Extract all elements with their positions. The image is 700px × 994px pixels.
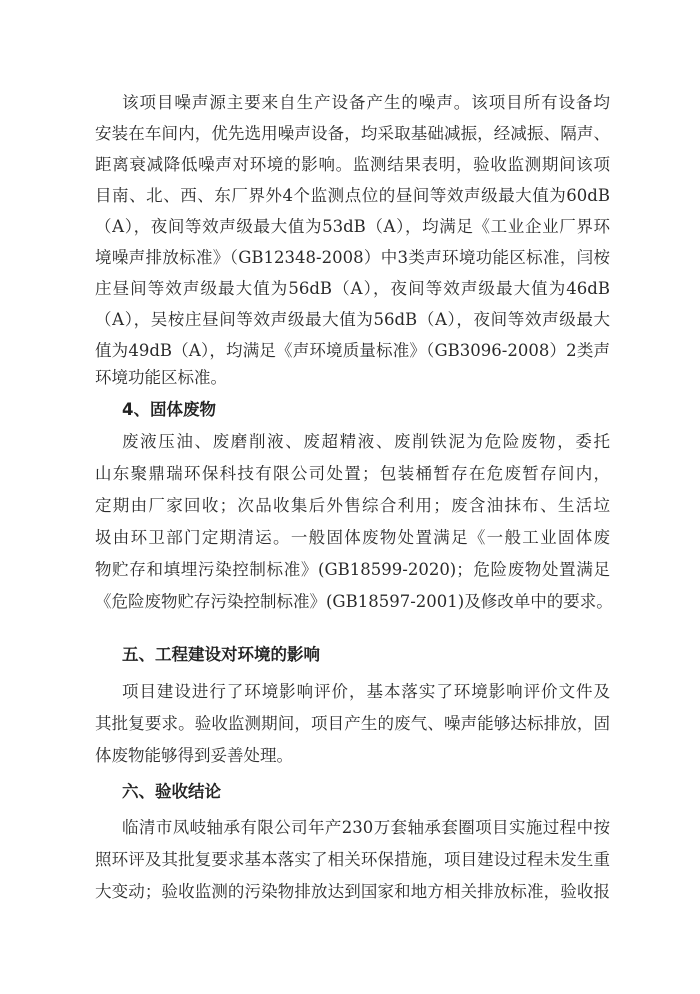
paragraph-line: 值为49dB（A），均满足《声环境质量标准》（GB3096-2008）2类声 [95, 341, 610, 360]
paragraph-line: 体废物能够得到妥善处理。 [95, 746, 293, 765]
paragraph-line: 其批复要求。验收监测期间，项目产生的废气、噪声能够达标排放，固 [95, 714, 610, 733]
paragraph-line: 物贮存和填埋污染控制标准》(GB18599-2020)；危险废物处置满足 [95, 560, 610, 579]
paragraph-line: 该项目噪声源主要来自生产设备产生的噪声。该项目所有设备均 [122, 93, 610, 112]
section-heading: 4、固体废物 [122, 400, 216, 419]
paragraph-line: 定期由厂家回收；次品收集后外售综合利用；废含油抹布、生活垃 [95, 496, 610, 515]
paragraph-line: 距离衰减降低噪声对环境的影响。监测结果表明，验收监测期间该项 [95, 155, 610, 174]
paragraph-line: 大变动；验收监测的污染物排放达到国家和地方相关排放标准，验收报 [95, 882, 610, 901]
paragraph-line: 境噪声排放标准》（GB12348-2008）中3类声环境功能区标准，闫桉 [95, 248, 610, 267]
paragraph-line: 临清市凤岐轴承有限公司年产230万套轴承套圈项目实施过程中按 [122, 818, 610, 837]
section-heading: 五、工程建设对环境的影响 [122, 645, 320, 664]
paragraph-line: 山东聚鼎瑞环保科技有限公司处置；包装桶暂存在危废暂存间内， [95, 464, 610, 483]
section-heading: 六、验收结论 [122, 782, 221, 801]
paragraph-line: 《危险废物贮存污染控制标准》(GB18597-2001)及修改单中的要求。 [95, 592, 613, 611]
paragraph-line: 安装在车间内，优先选用噪声设备，均采取基础减振，经减振、隔声、 [95, 124, 610, 143]
paragraph-line: （A），吴桉庄昼间等效声级最大值为56dB（A），夜间等效声级最大 [95, 310, 610, 329]
paragraph-line: 环境功能区标准。 [95, 368, 227, 387]
paragraph-line: 圾由环卫部门定期清运。一般固体废物处置满足《一般工业固体废 [95, 528, 610, 547]
paragraph-line: 目南、北、西、东厂界外4个监测点位的昼间等效声级最大值为60dB [95, 186, 610, 205]
paragraph-line: 照环评及其批复要求基本落实了相关环保措施，项目建设过程未发生重 [95, 850, 610, 869]
paragraph-line: 废液压油、废磨削液、废超精液、废削铁泥为危险废物，委托 [122, 432, 610, 451]
paragraph-line: 庄昼间等效声级最大值为56dB（A），夜间等效声级最大值为46dB [95, 279, 610, 298]
paragraph-line: （A），夜间等效声级最大值为53dB（A），均满足《工业企业厂界环 [95, 217, 610, 236]
paragraph-line: 项目建设进行了环境影响评价，基本落实了环境影响评价文件及 [122, 682, 610, 701]
